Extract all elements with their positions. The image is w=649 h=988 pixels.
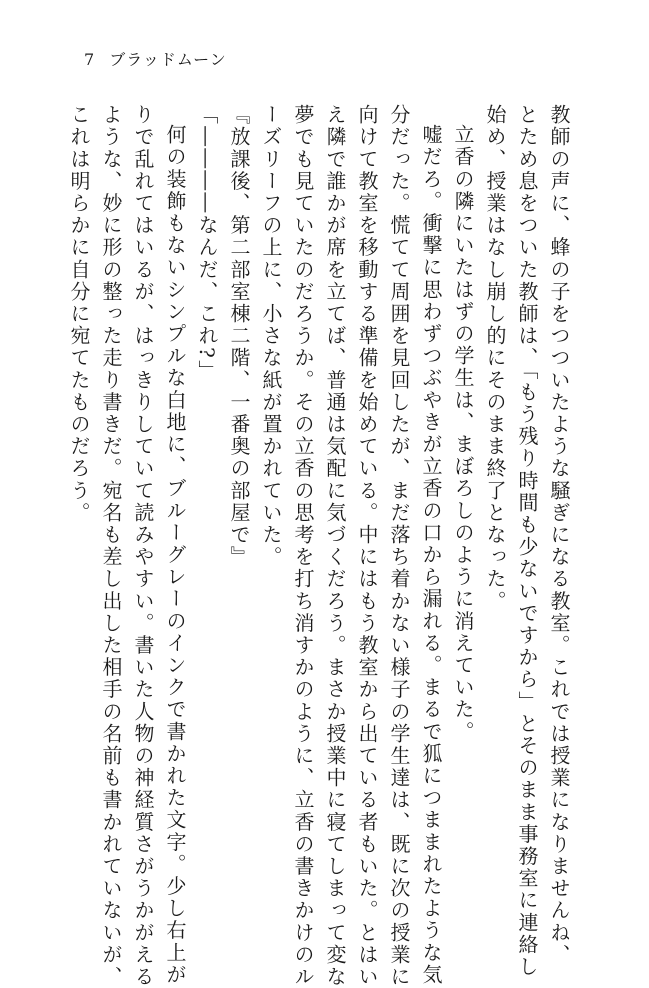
text-line: 教師の声に、蜂の子をつついたような騒ぎになる教室。これでは授業になりませんね、 xyxy=(547,104,571,966)
text-line: 嘘だろ。衝撃に思わずつぶやきが立香の口から漏れる。まるで狐につままれたような気 xyxy=(419,124,443,986)
text-line: 立香の隣にいたはずの学生は、まぼろしのように消えていた。 xyxy=(451,124,475,743)
text-line: 始め、授業はなし崩し的にそのまま終了となった。 xyxy=(483,104,507,613)
text-line: とため息をついた教師は、「もう残り時間も少ないですから」とそのまま事務室に連絡し xyxy=(515,104,539,978)
page-number: 7 xyxy=(84,50,96,69)
vertical-body-text xyxy=(65,104,575,988)
text-line: りで乱れてはいるが、はっきりしていて読みやすい。書いた人物の神経質さがうかがえる xyxy=(131,104,155,988)
chapter-title: ブラッドムーン xyxy=(109,50,227,69)
text-line: え隣で誰かが席を立てば、普通は気配に気づくだろう。まさか授業中に寝てしまって変な xyxy=(323,104,347,988)
text-line: 分だった。慌てて周囲を見回したが、まだ落ち着かない様子の学生達は、既に次の授業に xyxy=(387,104,411,988)
text-line: 向けて教室を移動する準備を始めている。中にはもう教室から出ている者もいた。とはい xyxy=(355,104,379,988)
text-line: ーズリーフの上に、小さな紙が置かれていた。 xyxy=(259,104,283,569)
text-line: 「――――なんだ、これ?」 xyxy=(195,104,219,383)
text-line: 何の装飾もないシンプルな白地に、ブルーグレーのインクで書かれた文字。少し右上が xyxy=(163,124,187,986)
text-line: これは明らかに自分に宛てたものだろう。 xyxy=(67,104,91,524)
text-line: ような、妙に形の整った走り書きだ。宛名も差し出した相手の名前も書かれていないが、 xyxy=(99,104,123,988)
text-line: 『放課後、第二部室棟二階、一番奥の部屋で』 xyxy=(227,104,251,569)
text-line: 夢でも見ていたのだろうか。その立香の思考を打ち消すかのように、立香の書きかけのル xyxy=(291,104,315,988)
running-header xyxy=(84,48,227,72)
